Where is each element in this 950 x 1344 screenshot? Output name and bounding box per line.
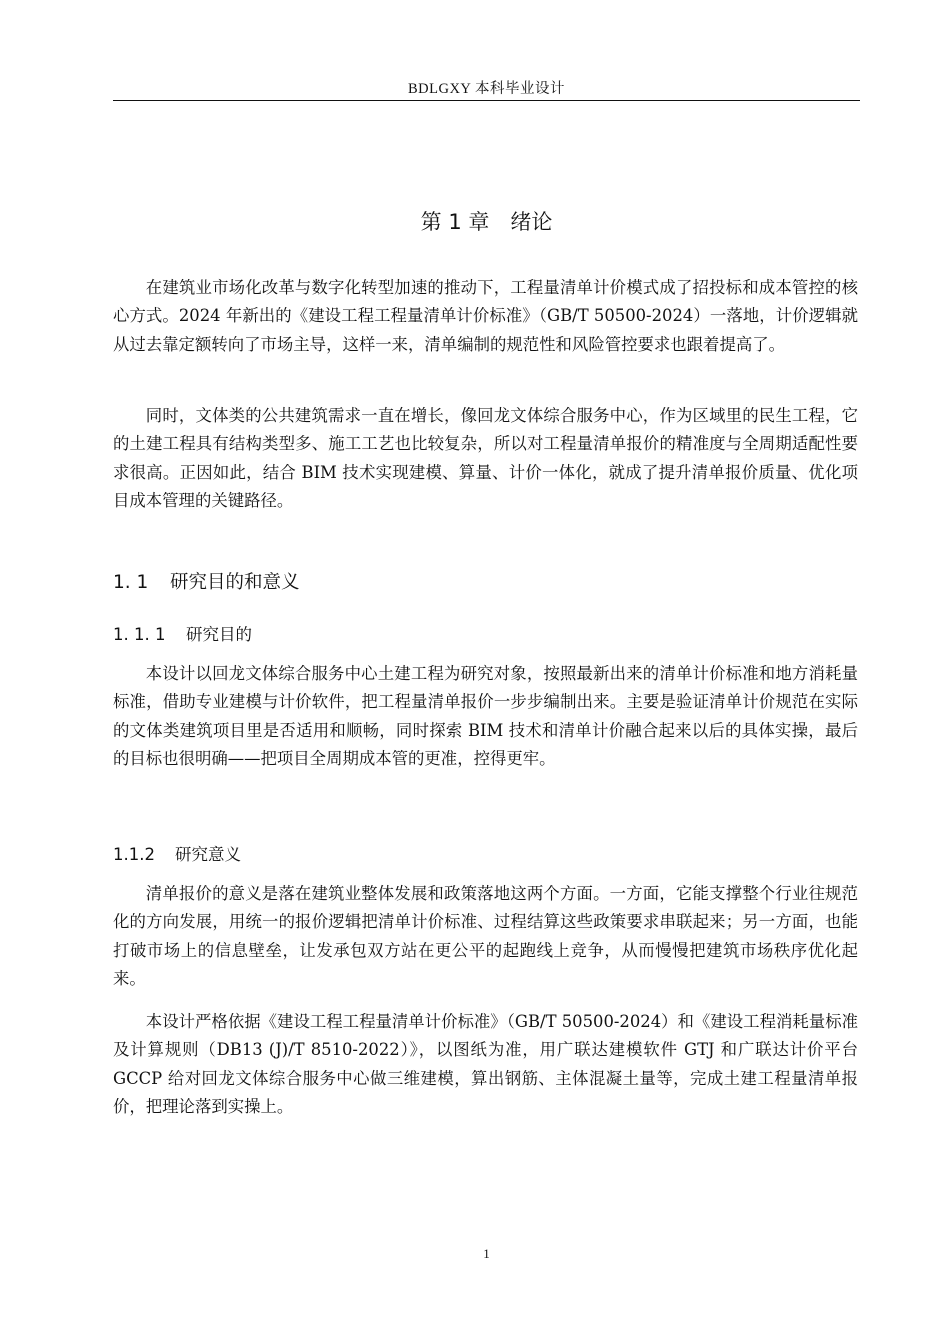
section-heading-1-1-2 xyxy=(113,841,241,865)
section-heading-1-1-1 xyxy=(113,621,252,645)
intro-paragraph-1: 在建筑业市场化改革与数字化转型加速的推动下，工程量清单计价模式成了招投标和成本管控的核心方式。2024 年新出的《建设工程工程量清单计价标准》（GB/T 50500-2024）一落地，计价逻辑就从过去靠定额转向了市场主导，这样一来，清单编制的规范性和风险管控要求也跟着提高了。 xyxy=(113,278,858,354)
page-header: BDLGXY 本科毕业设计 xyxy=(407,81,565,97)
intro-paragraph-2: 同时，文体类的公共建筑需求一直在增长，像回龙文体综合服务中心，作为区域里的民生工程，它的土建工程具有结构类型多、施工工艺也比较复杂，所以对工程量清单报价的精准度与全周期适配性要求很高。正因如此，结合 BIM 技术实现建模、算量、计价一体化，就成了提升清单报价质量、优化项目成本管理的关键路径。 xyxy=(113,406,858,511)
purpose-paragraph: 本设计以回龙文体综合服务中心土建工程为研究对象，按照最新出来的清单计价标准和地方消耗量标准，借助专业建模与计价软件，把工程量清单报价一步步编制出来。主要是验证清单计价规范在实际的文体类建筑项目里是否适用和顺畅，同时探索 BIM 技术和清单计价融合起来以后的具体实操，最后的目标也很明确——把项目全周期成本管的更准，控得更牢。 xyxy=(113,664,858,769)
significance-paragraph-1: 清单报价的意义是落在建筑业整体发展和政策落地这两个方面。一方面，它能支撑整个行业往规范化的方向发展，用统一的报价逻辑把清单计价标准、过程结算这些政策要求串联起来；另一方面，也能打破市场上的信息壁垒，让发承包双方站在更公平的起跑线上竞争，从而慢慢把建筑市场秩序优化起来。 xyxy=(113,884,858,989)
section-number: 1. 1. 1 xyxy=(113,625,166,644)
significance-paragraph-2: 本设计严格依据《建设工程工程量清单计价标准》（GB/T 50500-2024）和《建设工程消耗量标准及计算规则（DB13 (J)/T 8510-2022）》，以图纸为准，用广联达建模软件 GTJ 和广联达计价平台 GCCP 给对回龙文体综合服务中心做三维建模，算出钢筋、主体混凝土量等，完成土建工程量清单报价，把理论落到实操上。 xyxy=(113,1012,858,1117)
section-number: 1.1.2 xyxy=(113,845,155,864)
section-title: 研究目的 xyxy=(186,625,252,644)
section-title: 研究目的和意义 xyxy=(170,572,300,593)
header-divider xyxy=(113,100,860,101)
section-title: 研究意义 xyxy=(175,845,241,864)
chapter-title: 第 1 章 绪论 xyxy=(420,210,553,234)
page-number: 1 xyxy=(483,1246,490,1261)
section-heading-1-1 xyxy=(113,568,300,594)
section-number: 1. 1 xyxy=(113,572,149,593)
